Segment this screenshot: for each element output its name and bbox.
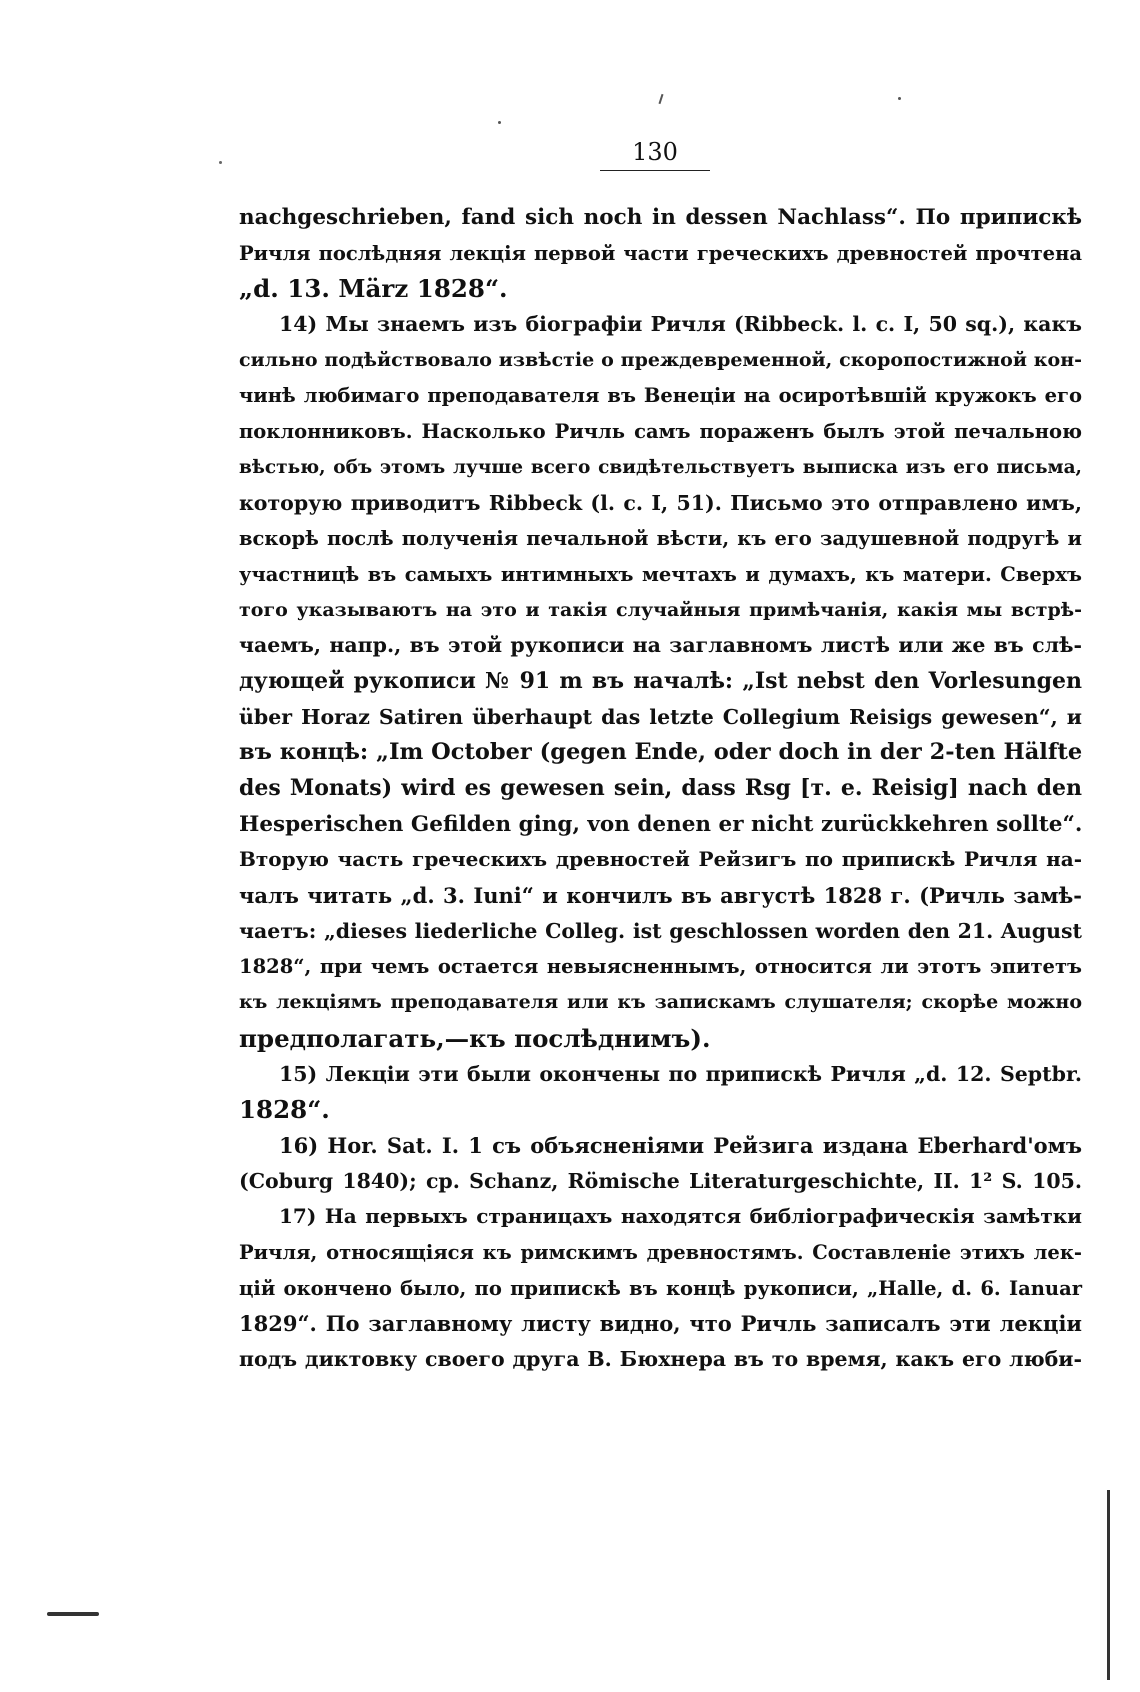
text-line: 1829“. По заглавному листу видно, что Ричль записалъ эти лекціи xyxy=(239,1311,1082,1337)
text-line: вскорѣ послѣ полученія печальной вѣсти, къ его задушевной подругѣ и xyxy=(239,527,1082,551)
body-text xyxy=(239,200,1082,1378)
stray-dot xyxy=(498,121,501,124)
text-line: 17) На первыхъ страницахъ находятся библіографическія замѣтки xyxy=(279,1204,1082,1229)
text-line: 16) Hor. Sat. I. 1 съ объясненіями Рейзига издана Eberhard'омъ xyxy=(279,1132,1082,1158)
text-line: вѣстью, объ этомъ лучше всего свидѣтельствуетъ выписка изъ его письма, xyxy=(239,456,1082,478)
text-line: подъ диктовку своего друга В. Бюхнера въ то время, какъ его люби- xyxy=(239,1347,1082,1371)
text-line: Вторую часть греческихъ древностей Рейзигъ по припискѣ Ричля на- xyxy=(239,847,1082,872)
text-line: участницѣ въ самыхъ интимныхъ мечтахъ и думахъ, къ матери. Сверхъ xyxy=(239,562,1082,586)
text-line: des Monats) wird es gewesen sein, dass Rsg [т. е. Reisig] nach den xyxy=(239,775,1082,801)
stray-dot xyxy=(898,97,901,100)
text-line: 1828“, при чемъ остается невыясненнымъ, относится ли этотъ эпитетъ xyxy=(239,955,1082,979)
text-line: предполагать,—къ послѣднимъ). xyxy=(239,1023,711,1053)
text-line: дующей рукописи № 91 m въ началѣ: „Ist nebst den Vorlesungen xyxy=(239,667,1082,694)
text-line: сильно подѣйствовало извѣстіе о преждевременной, скоропостижной кон- xyxy=(239,348,1082,371)
text-line: чинѣ любимаго преподавателя въ Венеціи на осиротѣвшій кружокъ его xyxy=(239,384,1082,408)
text-line: (Coburg 1840); cp. Schanz, Römische Literaturgeschichte, II. 1² S. 105. xyxy=(239,1168,1082,1193)
text-line: того указываютъ на это и такія случайныя примѣчанія, какія мы встрѣ- xyxy=(239,598,1082,621)
text-line: 14) Мы знаемъ изъ біографіи Ричля (Ribbeck. l. c. I, 50 sq.), какъ xyxy=(279,312,1082,337)
text-line: къ лекціямъ преподавателя или къ запискамъ слушателя; скорѣе можно xyxy=(239,991,1082,1014)
text-line: Hesperischen Gefilden ging, von denen er nicht zurückkehren sollte“. xyxy=(239,811,1083,837)
page-number: 130 xyxy=(600,138,710,171)
text-line: über Horaz Satiren überhaupt das letzte Collegium Reisigs gewesen“, и xyxy=(239,704,1082,729)
text-line: поклонниковъ. Насколько Ричль самъ пораженъ былъ этой печальною xyxy=(239,420,1082,444)
text-line: 15) Лекціи эти были окончены по припискѣ Ричля „d. 12. Septbr. xyxy=(279,1061,1082,1086)
text-line: nachgeschrieben, fand sich noch in dessen Nachlass“. По припискѣ xyxy=(239,205,1082,230)
scan-smudge xyxy=(47,1612,99,1616)
text-line: въ концѣ: „Im October (gegen Ende, oder doch in der 2-ten Hälfte xyxy=(239,739,1083,766)
stray-dot xyxy=(219,161,222,164)
page-edge-shadow xyxy=(1107,1490,1110,1680)
text-line: чалъ читать „d. 3. Iuni“ и кончилъ въ августѣ 1828 г. (Ричль замѣ- xyxy=(239,883,1082,909)
text-line: Ричля, относящіяся къ римскимъ древностямъ. Составленіе этихъ лек- xyxy=(239,1240,1082,1264)
text-line: Ричля послѣдняя лекція первой части греческихъ древностей прочтена xyxy=(239,241,1082,265)
text-line: цій окончено было, по припискѣ въ концѣ рукописи, „Halle, d. 6. Ianuar xyxy=(239,1276,1082,1300)
text-line: которую приводитъ Ribbeck (l. c. I, 51). Письмо это отправлено имъ, xyxy=(239,490,1082,515)
text-line: чаетъ: „dieses liederliche Colleg. ist geschlossen worden den 21. August xyxy=(239,918,1082,943)
stray-mark xyxy=(659,94,664,104)
text-line: „d. 13. März 1828“. xyxy=(239,274,508,304)
text-line: 1828“. xyxy=(239,1095,330,1125)
text-line: чаемъ, напр., въ этой рукописи на заглавномъ листѣ или же въ слѣ- xyxy=(239,633,1082,658)
